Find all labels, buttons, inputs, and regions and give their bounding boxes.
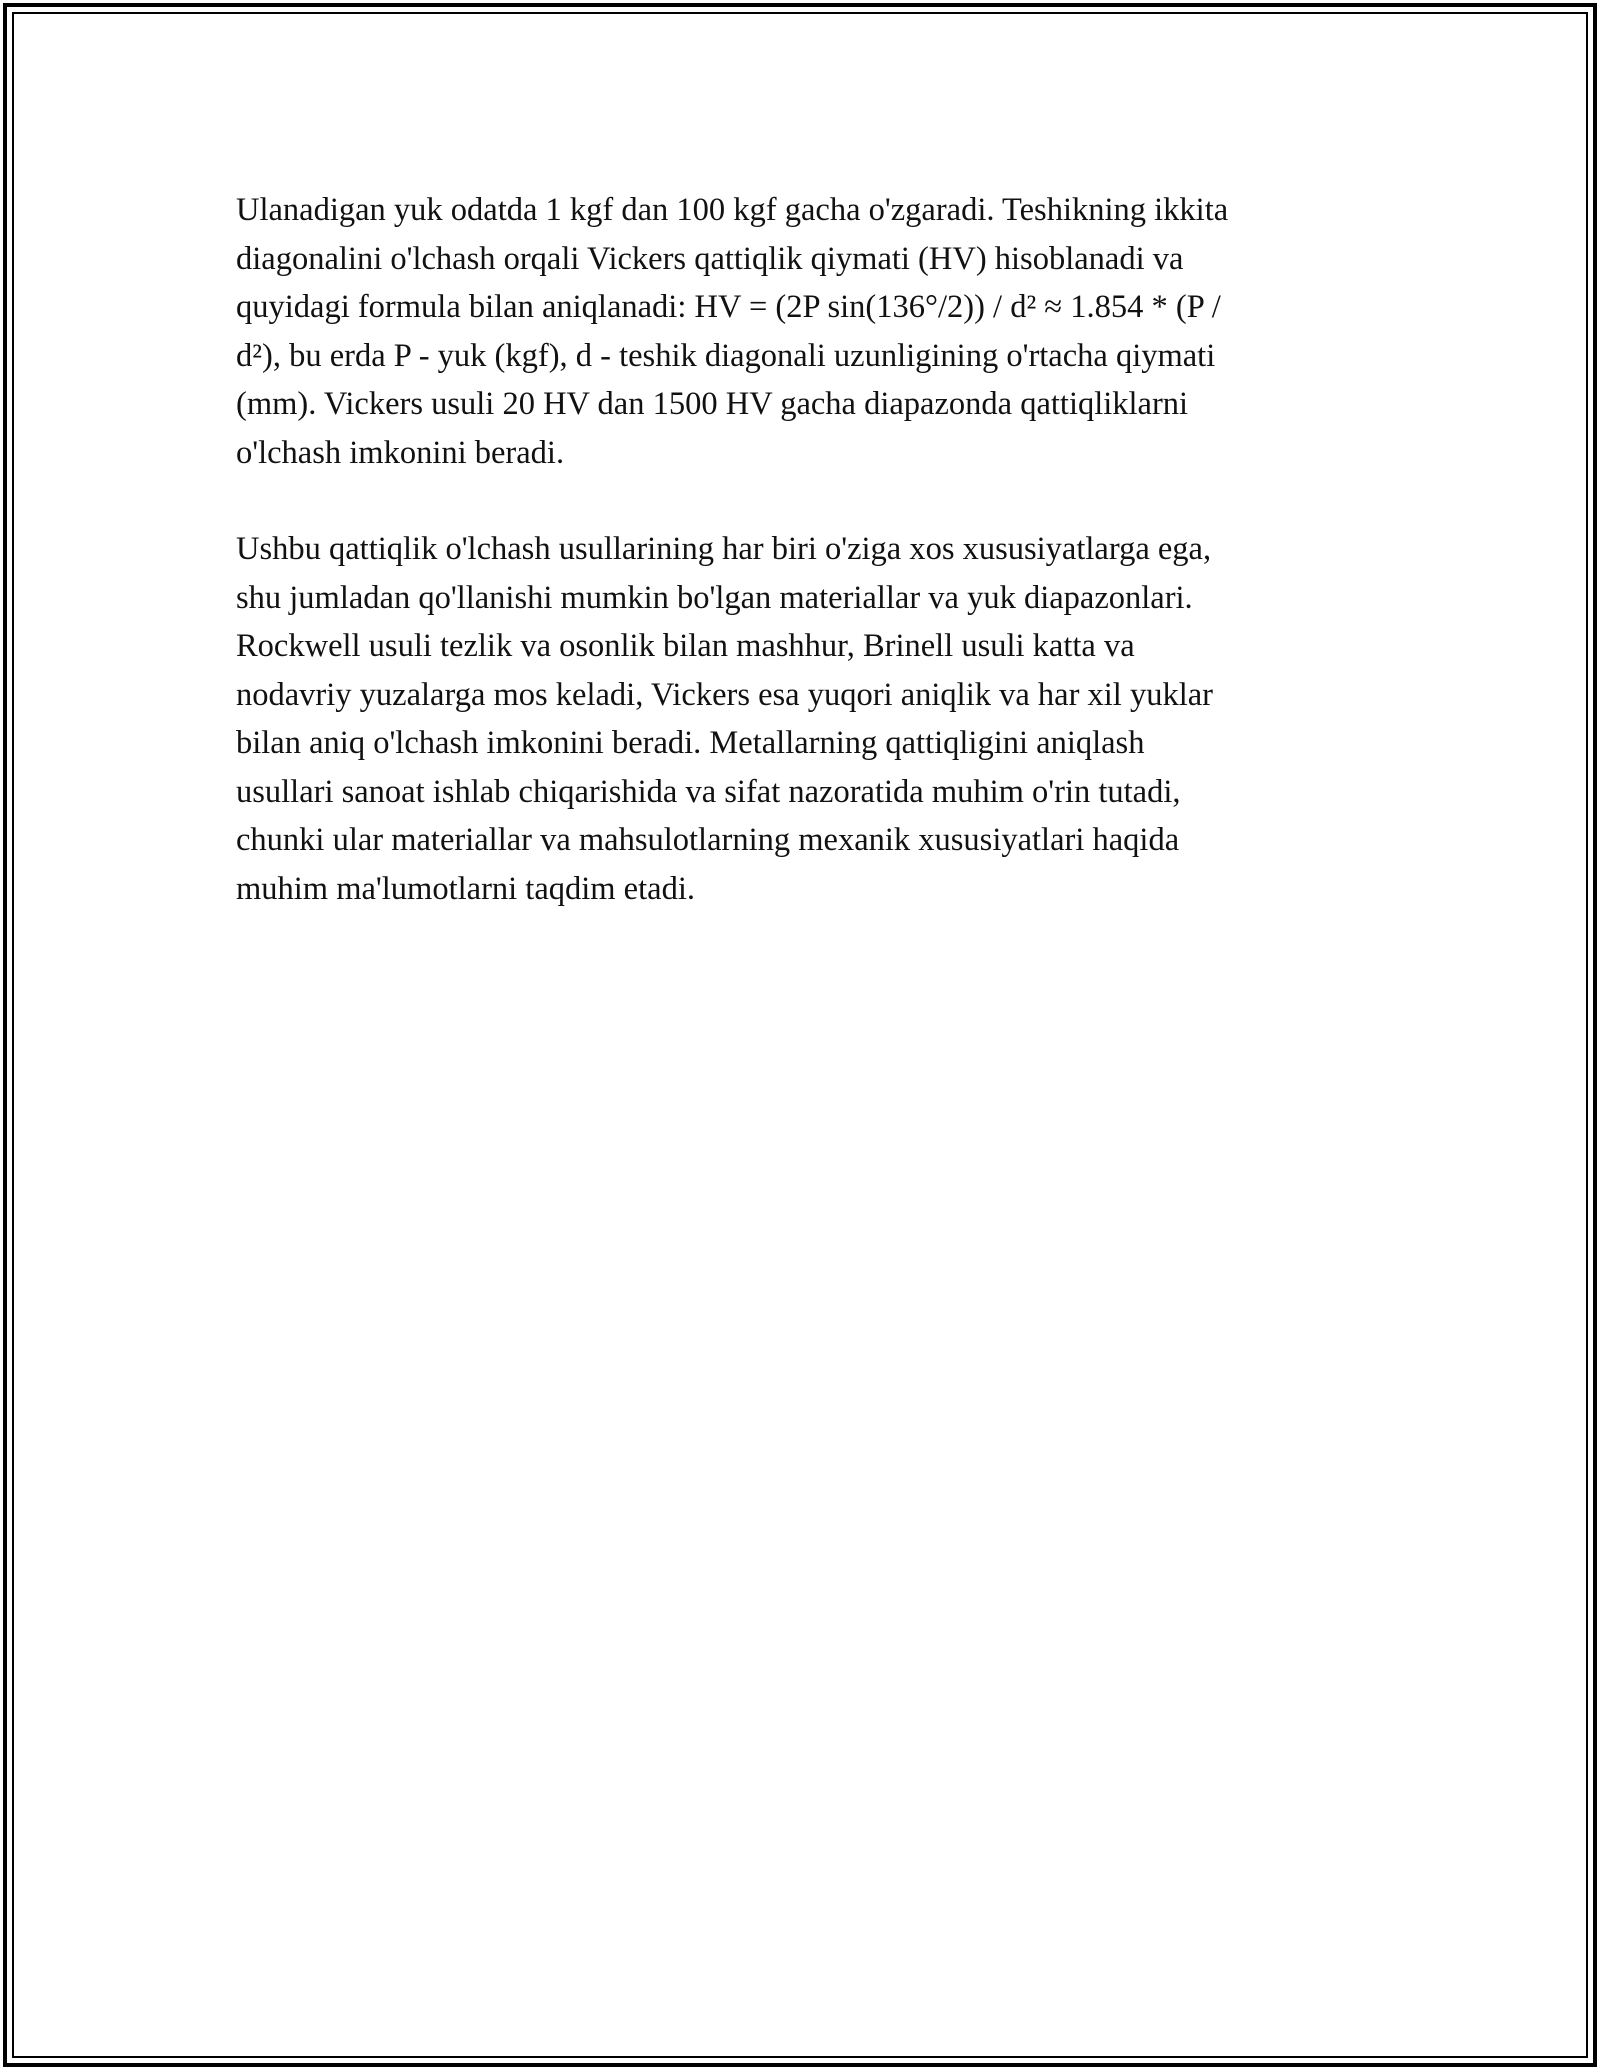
paragraph-vickers-formula: Ulanadigan yuk odatda 1 kgf dan 100 kgf gacha o'zgaradi. Teshikning ikkita diagonalini o'lchash orqali Vickers qattiqlik qiymati (HV) hisoblanadi va quyidagi formula bilan aniqlanadi: HV = (2P sin(136°/2)) / d² ≈ 1.854 * (P / d²), bu erda P - yuk (kgf), d - teshik diagonali uzunligining o'rtacha qiymati (mm). Vickers usuli 20 HV dan 1500 HV gacha diapazonda qattiqliklarni o'lchash imkonini beradi. xyxy=(236,192,1229,471)
paragraph-methods-summary: Ushbu qattiqlik o'lchash usullarining har biri o'ziga xos xususiyatlarga ega, shu jumladan qo'llanishi mumkin bo'lgan materiallar va yuk diapazonlari. Rockwell usuli tezlik va osonlik bilan mashhur, Brinell usuli katta va nodavriy yuzalarga mos keladi, Vickers esa yuqori aniqlik va har xil yuklar bilan aniq o'lchash imkonini beradi. Metallarning qattiqligini aniqlash usullari sanoat ishlab chiqarishida va sifat nazoratida muhim o'rin tutadi, chunki ular materiallar va mahsulotlarning mexanik xususiyatlari haqida muhim ma'lumotlarni taqdim etadi. xyxy=(236,531,1213,907)
document-body xyxy=(236,186,1376,961)
